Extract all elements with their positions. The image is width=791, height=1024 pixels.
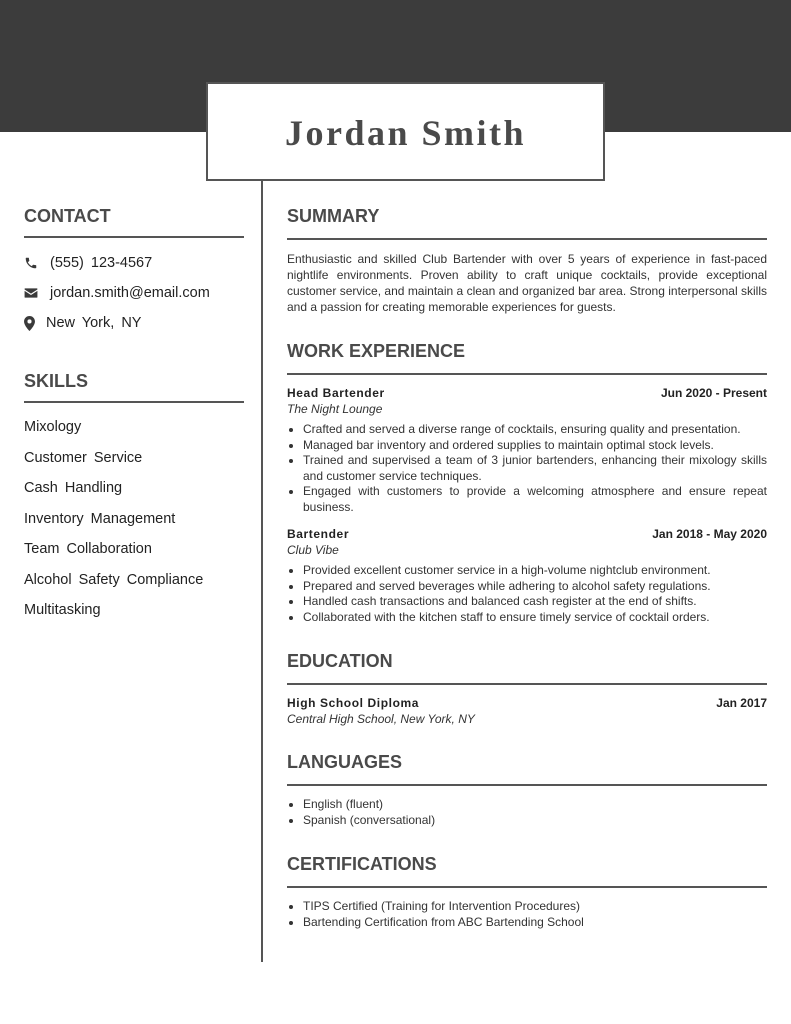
- language-item: • Spanish (conversational): [303, 813, 767, 829]
- languages-list: [287, 797, 767, 828]
- education-heading: EDUCATION: [287, 651, 767, 685]
- job-company: Club Vibe: [287, 543, 339, 557]
- education-date: Jan 2017: [716, 696, 767, 710]
- contact-location: [24, 308, 244, 338]
- job-company: The Night Lounge: [287, 402, 383, 416]
- column-divider: [261, 181, 263, 962]
- job-bullet: • Trained and supervised a team of 3 junior bartenders, enhancing their mixology skills and customer service techniques.: [303, 453, 767, 484]
- job-bullets: [287, 422, 767, 515]
- school: Central High School, New York, NY: [287, 712, 475, 726]
- contact-heading: CONTACT: [24, 206, 244, 238]
- certification-item: • TIPS Certified (Training for Intervention Procedures): [303, 899, 767, 915]
- job-bullet: • Crafted and served a diverse range of cocktails, ensuring quality and presentation.: [303, 422, 767, 438]
- job-bullet: • Collaborated with the kitchen staff to ensure timely service of cocktail orders.: [303, 610, 767, 626]
- language-item: • English (fluent): [303, 797, 767, 813]
- contact-email: [24, 278, 244, 308]
- main-column: [287, 206, 767, 930]
- summary-text: Enthusiastic and skilled Club Bartender with over 5 years of experience in fast-paced nightlife environments. Proven ability to craft unique cocktails, provide exceptional customer service, and maintain a clean and organized bar area. Strong interpersonal skills and a passion for creating memorable experiences for guests.: [287, 252, 767, 314]
- skill-item: Mixology: [24, 419, 82, 436]
- job-title: Bartender: [287, 527, 350, 541]
- contact-phone: [24, 248, 244, 278]
- job-entry: [287, 386, 767, 515]
- job-bullets: [287, 563, 767, 625]
- certification-item: • Bartending Certification from ABC Bartending School: [303, 915, 767, 931]
- skill-item: Inventory Management: [24, 510, 176, 527]
- skill-item: Alcohol Safety Compliance: [24, 571, 204, 588]
- contact-phone-text: (555) 123-4567: [50, 255, 153, 271]
- phone-icon: [24, 256, 50, 270]
- contact-list: [24, 248, 244, 338]
- job-dates: Jun 2020 - Present: [660, 386, 767, 400]
- education-entry: [287, 696, 767, 726]
- name-box: [206, 82, 605, 181]
- summary-heading: SUMMARY: [287, 206, 767, 240]
- candidate-name: Jordan Smith: [284, 112, 527, 153]
- skill-item: Cash Handling: [24, 480, 123, 497]
- degree: High School Diploma: [287, 696, 420, 710]
- certifications-section: [287, 854, 767, 930]
- certifications-heading: CERTIFICATIONS: [287, 854, 767, 888]
- languages-heading: LANGUAGES: [287, 752, 767, 786]
- work-experience-heading: WORK EXPERIENCE: [287, 341, 767, 375]
- job-title: Head Bartender: [287, 386, 385, 400]
- envelope-icon: [24, 287, 50, 299]
- contact-email-text: jordan.smith@email.com: [50, 285, 210, 301]
- job-dates: Jan 2018 - May 2020: [652, 527, 767, 541]
- location-pin-icon: [24, 316, 46, 331]
- sidebar: [24, 206, 244, 626]
- certifications-list: [287, 899, 767, 930]
- contact-location-text: New York, NY: [46, 315, 142, 331]
- work-experience-section: [287, 341, 767, 625]
- job-bullet: • Managed bar inventory and ordered supplies to maintain optimal stock levels.: [303, 438, 767, 454]
- skill-item: Multitasking: [24, 602, 101, 619]
- skills-heading: SKILLS: [24, 371, 244, 403]
- job-bullet: • Handled cash transactions and balanced cash register at the end of shifts.: [303, 594, 767, 610]
- skills-list: [24, 412, 244, 626]
- job-bullet: • Prepared and served beverages while adhering to alcohol safety regulations.: [303, 579, 767, 595]
- languages-section: [287, 752, 767, 828]
- education-section: [287, 651, 767, 726]
- job-entry: [287, 527, 767, 625]
- skill-item: Team Collaboration: [24, 541, 152, 558]
- skill-item: Customer Service: [24, 449, 143, 466]
- job-bullet: • Provided excellent customer service in a high-volume nightclub environment.: [303, 563, 767, 579]
- job-bullet: • Engaged with customers to provide a welcoming atmosphere and ensure repeat business.: [303, 484, 767, 515]
